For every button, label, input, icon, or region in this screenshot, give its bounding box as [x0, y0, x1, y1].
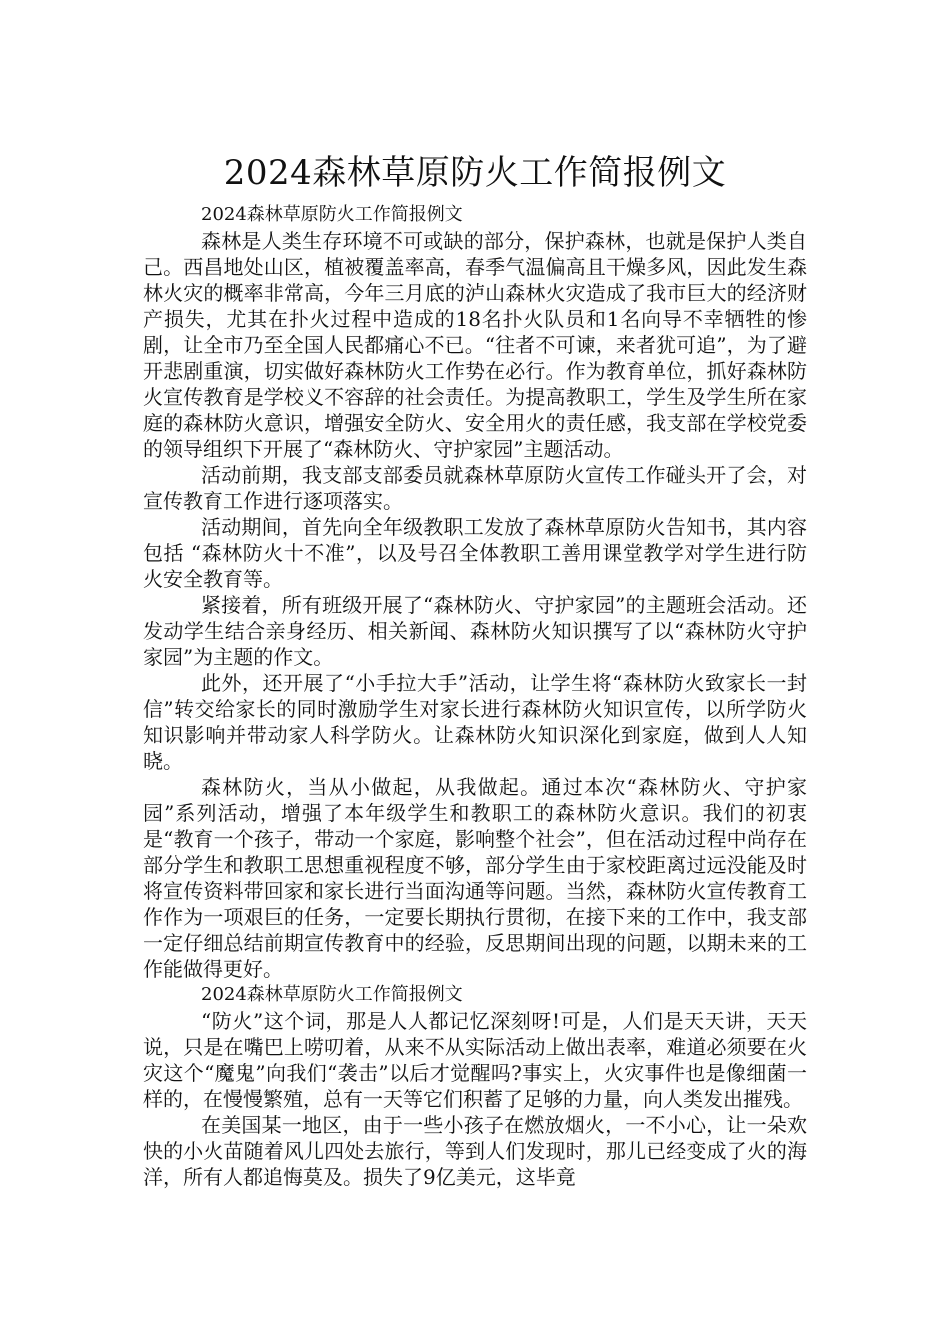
- paragraph: 活动前期，我支部支部委员就森林草原防火宣传工作碰头开了会，对宣传教育工作进行逐项落实。: [143, 463, 807, 513]
- section-subtitle: 2024森林草原防火工作简报例文: [201, 984, 463, 1005]
- paragraph: 森林防火，当从小做起，从我做起。通过本次“森林防火、守护家园”系列活动，增强了本年级学生和教职工的森林防火意识。我们的初衷是“教育一个孩子，带动一个家庭，影响整个社会”，但在活动过程中尚存在部分学生和教职工思想重视程度不够，部分学生由于家校距离过远没能及时将宣传资料带回家和家长进行当面沟通等问题。当然，森林防火宣传教育工作作为一项艰巨的任务，一定要长期执行贯彻，在接下来的工作中，我支部一定仔细总结前期宣传教育中的经验，反思期间出现的问题，以期未来的工作能做得更好。: [143, 775, 807, 981]
- document-body: [143, 202, 807, 1190]
- paragraph: 活动期间，首先向全年级教职工发放了森林草原防火告知书，其内容包括 “森林防火十不准”，以及号召全体教职工善用课堂教学对学生进行防火安全教育等。: [143, 515, 807, 591]
- document-title: 2024森林草原防火工作简报例文: [223, 152, 727, 193]
- paragraph: 此外，还开展了“小手拉大手”活动，让学生将“森林防火致家长一封信”转交给家长的同时激励学生对家长进行森林防火知识宣传，以所学防火知识影响并带动家人科学防火。让森林防火知识深化到家庭，做到人人知晓。: [143, 671, 807, 773]
- paragraph: 紧接着，所有班级开展了“森林防火、守护家园”的主题班会活动。还发动学生结合亲身经历、相关新闻、森林防火知识撰写了以“森林防火守护家园”为主题的作文。: [143, 593, 807, 669]
- paragraph: “防火”这个词，那是人人都记忆深刻呀!可是，人们是天天讲，天天说，只是在嘴巴上唠叨着，从来不从实际活动上做出表率，难道必须要在火灾这个“魔鬼”向我们“袭击”以后才觉醒吗?事实上，火灾事件也是像细菌一样的，在慢慢繁殖，总有一天等它们积蓄了足够的力量，向人类发出摧残。: [143, 1009, 807, 1111]
- paragraph: 在美国某一地区，由于一些小孩子在燃放烟火，一不小心，让一朵欢快的小火苗随着风儿四处去旅行，等到人们发现时，那儿已经变成了火的海洋，所有人都追悔莫及。损失了9亿美元，这毕竟: [143, 1113, 807, 1189]
- paragraph: 森林是人类生存环境不可或缺的部分，保护森林，也就是保护人类自己。西昌地处山区，植被覆盖率高，春季气温偏高且干燥多风，因此发生森林火灾的概率非常高，今年三月底的泸山森林火灾造成了我市巨大的经济财产损失，尤其在扑火过程中造成的18名扑火队员和1名向导不幸牺牲的惨剧，让全市乃至全国人民都痛心不已。“往者不可谏，来者犹可追”，为了避开悲剧重演，切实做好森林防火工作势在必行。作为教育单位，抓好森林防火宣传教育是学校义不容辞的社会责任。为提高教职工，学生及学生所在家庭的森林防火意识，增强安全防火、安全用火的责任感，我支部在学校党委的领导组织下开展了“森林防火、守护家园”主题活动。: [143, 229, 807, 461]
- section-subtitle: 2024森林草原防火工作简报例文: [201, 204, 463, 225]
